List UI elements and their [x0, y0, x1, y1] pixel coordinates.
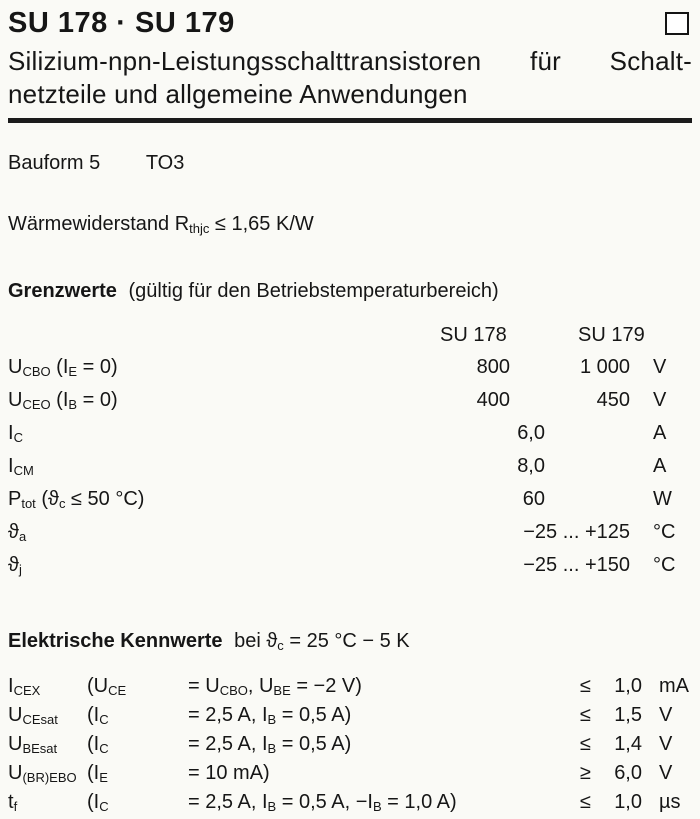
limit-value-range: −25 ... +150: [523, 554, 630, 576]
limit-value-su179: [545, 452, 630, 485]
limit-unit: W: [653, 488, 672, 510]
limit-symbol: $I_{CM}$: [8, 455, 34, 478]
char-condition-param: ($I_C$: [87, 704, 109, 727]
table-row: [0, 485, 700, 518]
subtitle-line-2: netzteile und allgemeine Anwendungen: [8, 79, 468, 109]
limits-heading: [8, 280, 692, 303]
page-title: SU 178 · SU 179: [8, 7, 235, 39]
char-value: 1,0: [614, 675, 642, 697]
limit-value-su179: [545, 419, 630, 452]
limit-value-range: −25 ... +125: [523, 521, 630, 543]
limit-unit: A: [653, 455, 667, 477]
char-condition-param: ($I_C$: [87, 733, 109, 756]
column-header-su179: SU 179: [578, 324, 645, 346]
page-header: [0, 0, 700, 123]
char-condition: = 2,5 A, $I_B = 0,5$ A): [188, 733, 352, 756]
limit-symbol: $U_{CBO}$ $(I_E = 0)$: [8, 356, 118, 379]
char-unit: V: [659, 762, 673, 784]
char-condition: = 10 mA): [188, 762, 270, 784]
limit-value-shared: [510, 386, 545, 419]
table-row: [0, 761, 700, 790]
limit-value-su179: 450: [596, 389, 630, 411]
limit-value-shared: 60: [522, 488, 545, 510]
table-row: [0, 419, 700, 452]
limit-value-su178: [430, 452, 510, 485]
table-row: [0, 551, 700, 584]
char-relation: ≤: [580, 733, 591, 755]
limit-value-su178: [430, 419, 510, 452]
char-relation: ≥: [580, 762, 591, 784]
thermal-resistance-line: Wärmewiderstand $R_{thjc} \le 1,65$ K/W: [8, 213, 314, 236]
limit-value-su178: [430, 485, 510, 518]
char-unit: V: [659, 704, 673, 726]
package-type: TO3: [145, 152, 185, 174]
char-symbol: $t_f$: [8, 791, 18, 814]
table-row: [0, 452, 700, 485]
char-relation: ≤: [580, 791, 591, 813]
table-row: [0, 790, 700, 819]
header-divider: [8, 118, 692, 123]
characteristics-heading: [8, 630, 692, 653]
limit-unit: V: [653, 356, 667, 378]
char-condition: = 2,5 A, $I_B = 0,5$ A, $-I_B = 1,0$ A): [188, 791, 457, 814]
char-unit: V: [659, 733, 673, 755]
limit-symbol: $U_{CEO}$ $(I_B = 0)$: [8, 389, 118, 412]
table-row: [0, 732, 700, 761]
limit-value-su179: [545, 485, 630, 518]
char-condition-param: ($U_{CE}$: [87, 675, 127, 698]
limit-value-shared: 8,0: [517, 455, 545, 477]
char-symbol: $I_{CEX}$: [8, 675, 41, 698]
limit-value-shared: 6,0: [517, 422, 545, 444]
char-unit: µs: [659, 791, 681, 813]
characteristics-heading-bold: Elektrische Kennwerte: [8, 630, 223, 652]
characteristics-heading-rest: bei $ϑ_c = 25$ °C − 5 K: [234, 630, 410, 653]
char-symbol: $U_{BEsat}$: [8, 733, 58, 756]
column-header-su178: SU 178: [440, 324, 507, 346]
limit-unit: °C: [653, 521, 676, 543]
table-row: [0, 518, 700, 551]
limit-value-shared: [510, 353, 545, 386]
char-relation: ≤: [580, 704, 591, 726]
table-row: [0, 703, 700, 732]
char-value: 1,5: [614, 704, 642, 726]
page-subtitle: [8, 45, 692, 111]
limit-value-su178: 800: [476, 356, 510, 378]
limit-symbol: $ϑ_j$: [8, 554, 22, 577]
char-condition-param: ($I_C$: [87, 791, 109, 814]
limits-heading-rest: (gültig für den Betriebstemperaturbereich): [128, 280, 499, 302]
package-line: [8, 152, 692, 175]
char-symbol: $U_{(BR)EBO}$: [8, 762, 77, 785]
limit-unit: A: [653, 422, 667, 444]
limits-column-headers: [0, 324, 700, 346]
limit-symbol: $ϑ_a$: [8, 521, 27, 544]
char-condition-param: ($I_E$: [87, 762, 108, 785]
limit-value-su178: 400: [476, 389, 510, 411]
char-symbol: $U_{CEsat}$: [8, 704, 58, 727]
char-value: 1,4: [614, 733, 642, 755]
characteristics-table: [0, 674, 700, 819]
table-row: [0, 386, 700, 419]
table-row: [0, 674, 700, 703]
limit-symbol: $P_{tot}$ ($ϑ_c \le 50$ °C): [8, 488, 145, 511]
limits-heading-bold: Grenzwerte: [8, 280, 117, 302]
limit-unit: V: [653, 389, 667, 411]
char-relation: ≤: [580, 675, 591, 697]
limits-table: [0, 353, 700, 584]
limit-value-su179: 1 000: [579, 356, 630, 378]
char-condition: = 2,5 A, $I_B = 0,5$ A): [188, 704, 352, 727]
char-value: 6,0: [614, 762, 642, 784]
limit-unit: °C: [653, 554, 676, 576]
bauform-label: Bauform 5: [8, 152, 101, 174]
char-condition: = $U_{CBO}$, $U_{BE} = -2$ V): [188, 675, 362, 698]
square-marker-icon: [665, 12, 689, 35]
subtitle-line-1: Silizium-npn-Leistungsschalttransistoren für Schalt-: [8, 46, 692, 76]
char-unit: mA: [659, 675, 689, 697]
char-value: 1,0: [614, 791, 642, 813]
table-row: [0, 353, 700, 386]
limit-symbol: $I_C$: [8, 422, 23, 445]
